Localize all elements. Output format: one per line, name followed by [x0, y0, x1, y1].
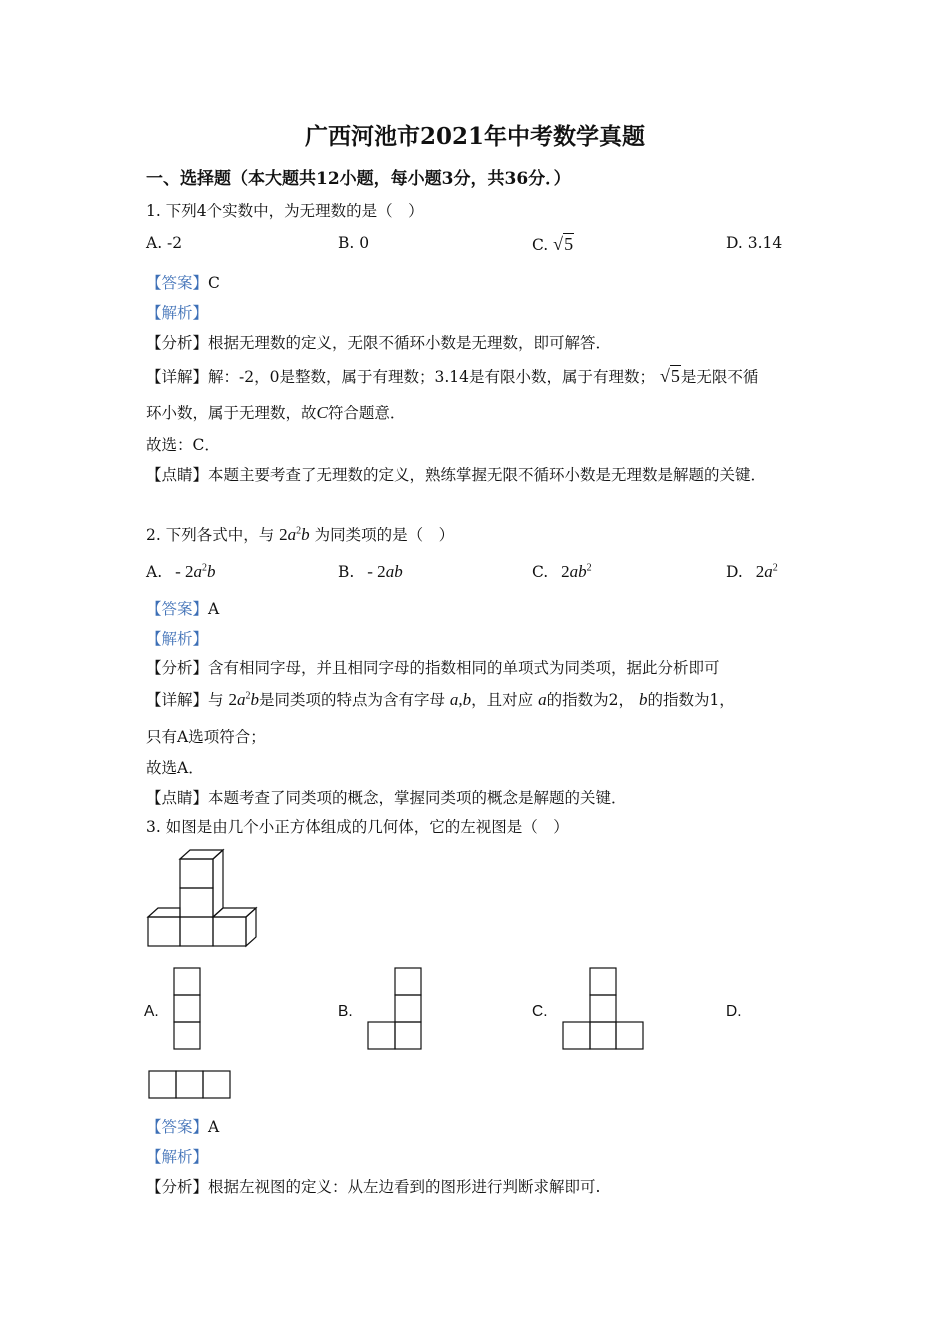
analysis-text: 含有相同字母，并且相同字母的指数相同的单项式为同类项，据此分析即可	[208, 659, 720, 677]
variable-a: a	[538, 690, 547, 709]
q2-stem-a: 2. 下列各式中，与	[146, 526, 275, 544]
q3-stem: 3. 如图是由几个小正方体组成的几何体，它的左视图是（ ）	[146, 818, 569, 836]
variable-c: C	[316, 403, 328, 422]
answer-tag: 【答案】	[146, 1118, 209, 1136]
detail-d: 的指数为2，	[546, 691, 634, 709]
expr-neg-2a2b: - $2a^2b$	[175, 562, 216, 581]
sqrt-radicand: 5	[670, 366, 680, 386]
q3-option-a[interactable]: A.	[144, 1003, 159, 1020]
comment-tag: 【点睛】	[146, 789, 209, 807]
q2-option-b-label: B.	[338, 563, 355, 581]
option-a-view	[173, 967, 201, 1051]
detail-text-2a: 环小数，属于无理数，故	[146, 404, 317, 422]
q3-option-b[interactable]: B.	[338, 1003, 353, 1020]
q2-analysis	[146, 656, 720, 678]
q3-option-c[interactable]: C.	[532, 1003, 548, 1020]
variable-b: b	[638, 690, 648, 709]
answer-value: A	[208, 1118, 220, 1136]
q1-detail-line2	[146, 401, 405, 423]
q2-option-d-label: D.	[726, 563, 743, 581]
comment-text: 本题考查了同类项的概念，掌握同类项的概念是解题的关键．	[208, 789, 627, 807]
page-title: 广西河池市2021年中考数学真题	[304, 123, 645, 150]
q2-option-c-label: C.	[532, 563, 549, 581]
q3-option-d[interactable]: D.	[726, 1003, 742, 1020]
detail-tag: 【详解】	[146, 691, 209, 709]
q2-answer	[146, 597, 219, 619]
q2-stem-b: 为同类项的是（ ）	[314, 526, 455, 544]
option-c-view	[562, 967, 646, 1051]
q3-jiexi-tag: 【解析】	[146, 1148, 209, 1166]
q1-answer	[146, 271, 220, 293]
detail-text-1b: 是无限不循	[680, 368, 759, 386]
q2-option-b[interactable]	[338, 562, 403, 582]
q1-choice: 故选：C．	[146, 436, 220, 454]
analysis-tag: 【分析】	[146, 659, 209, 677]
q2-jiexi-tag: 【解析】	[146, 630, 209, 648]
analysis-text: 根据左视图的定义：从左边看到的图形进行判断求解即可.	[208, 1178, 601, 1196]
q3-analysis	[146, 1175, 600, 1197]
expr-letters-ab: a,b	[449, 690, 472, 709]
q1-option-c-label: C.	[532, 236, 549, 254]
sqrt-expression: √5	[659, 366, 680, 386]
answer-tag: 【答案】	[146, 600, 209, 618]
answer-value: A	[208, 600, 220, 618]
expr-2a2b: $2a^2b$	[228, 690, 259, 709]
q1-option-a[interactable]: A. -2	[146, 234, 183, 252]
q1-option-b[interactable]: B. 0	[338, 234, 370, 252]
q2-detail-line2: 只有A选项符合；	[146, 728, 266, 746]
detail-text-1a: 解：-2，0是整数，属于有理数；3.14是有限小数，属于有理数；	[208, 368, 655, 386]
q2-comment	[146, 786, 627, 808]
option-d-view	[148, 1070, 232, 1100]
answer-value: C	[208, 274, 220, 292]
q1-jiexi-tag: 【解析】	[146, 304, 209, 322]
comment-text: 本题主要考查了无理数的定义，熟练掌握无限不循环小数是无理数是解题的关键．	[208, 466, 767, 484]
detail-b: 是同类项的特点为含有字母	[258, 691, 445, 709]
q2-stem	[146, 523, 454, 545]
expr-neg-2ab: - 2ab	[367, 562, 403, 581]
expr-2a2b: $2a^2b$	[279, 525, 310, 544]
detail-tag: 【详解】	[146, 368, 209, 386]
analysis-text: 根据无理数的定义，无限不循环小数是无理数，即可解答．	[208, 334, 612, 352]
q1-stem: 1. 下列4个实数中，为无理数的是（ ）	[146, 202, 424, 220]
q1-detail-line1	[146, 365, 758, 387]
q1-option-c[interactable]	[532, 234, 574, 255]
detail-c: ，且对应	[471, 691, 534, 709]
q1-option-d[interactable]: D. 3.14	[726, 234, 783, 252]
detail-a: 与	[208, 691, 224, 709]
q1-analysis	[146, 331, 611, 353]
q1-comment	[146, 463, 766, 485]
analysis-tag: 【分析】	[146, 334, 209, 352]
q3-answer	[146, 1115, 219, 1137]
option-b-view	[367, 967, 423, 1051]
analysis-tag: 【分析】	[146, 1178, 209, 1196]
q2-detail-line1	[146, 688, 735, 710]
q2-option-a[interactable]	[146, 562, 215, 582]
q2-option-c[interactable]	[532, 562, 592, 582]
q2-choice: 故选A．	[146, 759, 204, 777]
q2-option-d[interactable]	[726, 562, 778, 582]
cube-solid-figure	[148, 848, 260, 950]
detail-e: 的指数为1，	[647, 691, 735, 709]
sqrt-expression: √5	[553, 234, 574, 254]
expr-2ab2: $2ab^2$	[561, 562, 592, 581]
section-heading: 一、选择题（本大题共12小题，每小题3分，共36分．）	[146, 169, 571, 189]
detail-text-2b: 符合题意．	[327, 404, 406, 422]
answer-tag: 【答案】	[146, 274, 209, 292]
comment-tag: 【点睛】	[146, 466, 209, 484]
q2-option-a-label: A.	[146, 563, 163, 581]
sqrt-radicand: 5	[564, 234, 574, 254]
expr-2a2: $2a^2$	[755, 562, 778, 581]
